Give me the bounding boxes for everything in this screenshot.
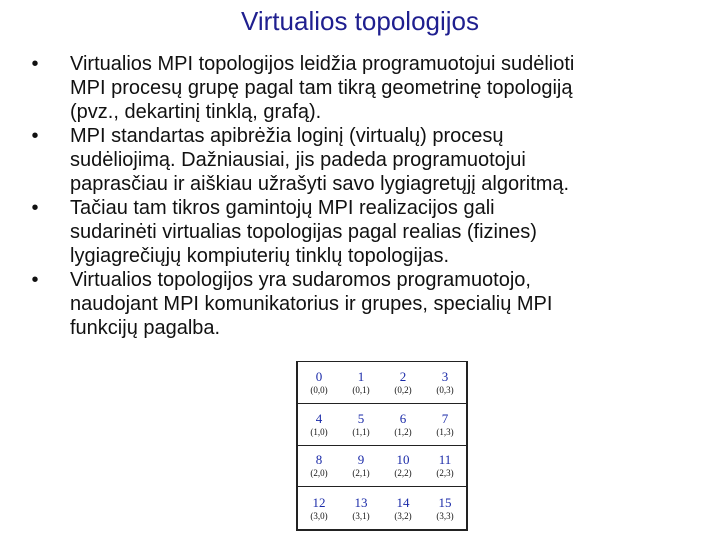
- process-coordinates: (2,2): [394, 468, 412, 479]
- process-coordinates: (3,3): [436, 510, 454, 521]
- process-coordinates: (2,0): [310, 468, 328, 479]
- bullet-marker: •: [31, 125, 39, 147]
- process-coordinates: (1,3): [436, 426, 454, 437]
- bullet-list: [28, 52, 708, 340]
- process-rank: 6: [399, 410, 407, 426]
- bullet-line: funkcijų pagalba.: [70, 317, 221, 339]
- bullet-line: naudojant MPI komunikatorius ir grupes, specialių MPI: [70, 293, 553, 315]
- grid-cell: [424, 362, 466, 404]
- process-rank: 8: [315, 452, 323, 468]
- grid-cell: [382, 362, 424, 404]
- grid-cell: [340, 487, 382, 529]
- grid-cell: [382, 446, 424, 488]
- process-rank: 3: [441, 368, 449, 384]
- bullet-marker: •: [31, 269, 39, 291]
- grid-cell: [424, 446, 466, 488]
- process-coordinates: (1,2): [394, 426, 412, 437]
- process-rank: 11: [438, 452, 452, 468]
- grid-cell: [340, 362, 382, 404]
- process-coordinates: (0,2): [394, 384, 412, 395]
- grid-cell: [298, 487, 340, 529]
- process-rank: 7: [441, 410, 449, 426]
- bullet-item-2: [28, 124, 708, 196]
- process-coordinates: (0,1): [352, 384, 370, 395]
- process-coordinates: (3,1): [352, 510, 370, 521]
- process-rank: 12: [312, 494, 326, 510]
- bullet-line: MPI procesų grupę pagal tam tikrą geometrinę topologiją: [70, 77, 573, 99]
- process-rank: 4: [315, 410, 323, 426]
- bullet-line: sudėliojimą. Dažniausiai, jis padeda programuotojui: [70, 149, 526, 171]
- process-coordinates: (2,1): [352, 468, 370, 479]
- process-rank: 13: [354, 494, 368, 510]
- process-coordinates: (1,1): [352, 426, 370, 437]
- process-rank: 2: [399, 368, 407, 384]
- process-coordinates: (0,3): [436, 384, 454, 395]
- grid-cell: [382, 404, 424, 446]
- bullet-item-1: [28, 52, 708, 124]
- process-rank: 1: [357, 368, 365, 384]
- bullet-line: MPI standartas apibrėžia loginį (virtualų) procesų: [70, 125, 504, 147]
- topology-grid: [296, 361, 468, 531]
- process-coordinates: (0,0): [310, 384, 328, 395]
- grid-cell: [340, 404, 382, 446]
- process-coordinates: (1,0): [310, 426, 328, 437]
- bullet-line: lygiagrečiųjų kompiuterių tinklų topologijas.: [70, 245, 450, 267]
- process-rank: 5: [357, 410, 365, 426]
- grid-cell: [382, 487, 424, 529]
- process-rank: 15: [438, 494, 452, 510]
- grid-cell: [424, 404, 466, 446]
- bullet-line: paprasčiau ir aiškiau užrašyti savo lygiagretųjį algoritmą.: [70, 173, 570, 195]
- bullet-item-3: [28, 196, 708, 268]
- process-coordinates: (2,3): [436, 468, 454, 479]
- bullet-marker: •: [31, 53, 39, 75]
- process-rank: 14: [396, 494, 410, 510]
- bullet-line: (pvz., dekartinį tinklą, grafą).: [70, 101, 322, 123]
- bullet-line: sudarinėti virtualias topologijas pagal realias (fizines): [70, 221, 537, 243]
- process-coordinates: (3,2): [394, 510, 412, 521]
- bullet-line: Virtualios MPI topologijos leidžia programuotojui sudėlioti: [70, 53, 575, 75]
- bullet-line: Tačiau tam tikros gamintojų MPI realizacijos gali: [70, 197, 495, 219]
- grid-cell: [340, 446, 382, 488]
- process-rank: 0: [315, 368, 323, 384]
- grid-cell: [298, 446, 340, 488]
- bullet-line: Virtualios topologijos yra sudaromos programuotojo,: [70, 269, 531, 291]
- bullet-marker: •: [31, 197, 39, 219]
- grid-cell: [298, 404, 340, 446]
- grid-cell: [424, 487, 466, 529]
- bullet-item-4: [28, 268, 708, 340]
- process-rank: 10: [396, 452, 410, 468]
- process-rank: 9: [357, 452, 365, 468]
- slide-title: Virtualios topologijos: [241, 6, 479, 36]
- grid-cell: [298, 362, 340, 404]
- process-coordinates: (3,0): [310, 510, 328, 521]
